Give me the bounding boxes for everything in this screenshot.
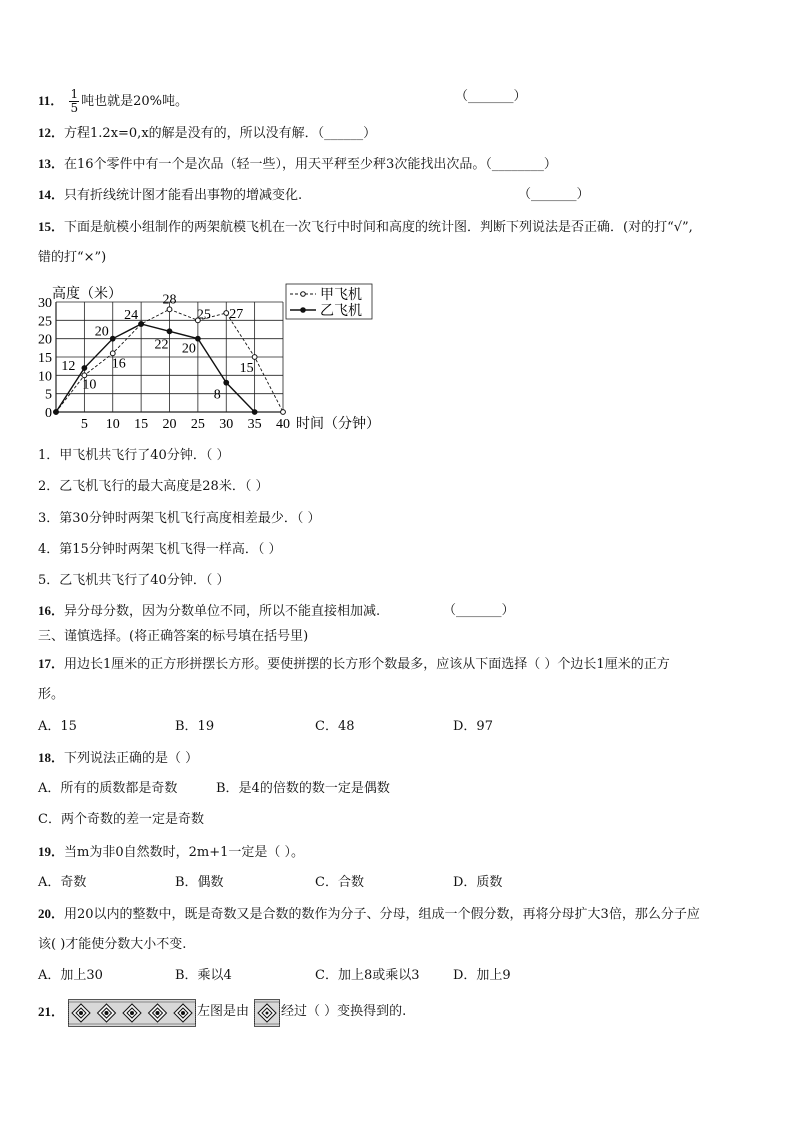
question-text: 下列说法正确的是（ ） [64, 751, 199, 766]
y-tick-label: 30 [38, 296, 52, 311]
option-d[interactable]: D．97 [453, 719, 493, 734]
chart-grid [56, 302, 283, 412]
x-tick-label: 10 [105, 417, 120, 432]
option-a[interactable]: A．所有的质数都是奇数 [38, 781, 178, 796]
data-label: 27 [229, 307, 244, 322]
question-number: 11． [38, 93, 64, 108]
sub-question-1: 1．甲飞机共飞行了40分钟．（ ） [38, 448, 230, 463]
question-11 [38, 88, 188, 115]
question-21 [38, 1003, 64, 1022]
data-label: 25 [196, 307, 211, 323]
question-19 [38, 843, 304, 862]
line-chart [30, 282, 390, 432]
center-dot [80, 1012, 83, 1015]
legend-label: 乙飞机 [320, 304, 362, 319]
answer-blank[interactable]: （_______） [443, 603, 515, 618]
data-label: 28 [162, 292, 177, 308]
option-d[interactable]: D．质数 [453, 875, 503, 890]
question-text: 当m为非0自然数时，2m+1一定是（ ）。 [64, 845, 305, 860]
data-label: 8 [213, 387, 221, 403]
data-point [167, 307, 172, 312]
data-point [110, 336, 115, 341]
legend-label: 甲飞机 [320, 288, 362, 303]
option-c[interactable]: C．48 [315, 719, 355, 734]
data-label: 16 [111, 356, 126, 372]
option-c[interactable]: C．合数 [315, 875, 364, 890]
question-number: 18． [38, 750, 65, 765]
question-20 [38, 905, 700, 924]
option-c[interactable]: C．加上8或乘以3 [315, 968, 420, 983]
data-point [195, 336, 200, 341]
x-tick-label: 30 [219, 417, 234, 432]
data-point [252, 355, 257, 360]
section-heading: 三、谨慎选择。(将正确答案的标号填在括号里) [38, 629, 309, 644]
question-text: 用边长1厘米的正方形拼摆长方形。要使拼摆的长方形个数最多，应该从下面选择（ ）个边长1厘米的正方 [64, 657, 670, 672]
data-label: 10 [82, 377, 97, 393]
x-tick-label: 20 [162, 417, 177, 432]
question-number: 14． [38, 187, 65, 202]
center-dot [156, 1012, 159, 1015]
question-text: 用20以内的整数中，既是奇数又是合数的数作为分子、分母，组成一个假分数，再将分母扩大3倍，那么分子应 [64, 907, 700, 922]
x-tick-label: 40 [276, 417, 290, 432]
fraction-denominator: 5 [70, 101, 79, 115]
question-20-continued: 该( )才能使分数大小不变. [38, 937, 187, 952]
question-number: 13． [38, 156, 65, 171]
question-21-text-a: 左图是由 [197, 1004, 250, 1019]
y-axis-label: 高度（米） [52, 287, 122, 302]
y-tick-label: 25 [38, 314, 52, 330]
sub-question-2: 2．乙飞机飞行的最大高度是28米．（ ） [38, 479, 269, 494]
option-a[interactable]: A．奇数 [38, 875, 87, 890]
data-label: 24 [124, 308, 139, 323]
option-b[interactable]: B．偶数 [175, 875, 224, 890]
question-18 [38, 749, 198, 768]
data-label: 22 [154, 337, 169, 353]
option-c[interactable]: C．两个奇数的差一定是奇数 [38, 812, 204, 827]
question-number: 20． [38, 906, 65, 921]
data-label: 12 [61, 359, 76, 374]
data-label: 20 [181, 341, 196, 357]
center-dot [182, 1012, 185, 1015]
x-tick-label: 5 [80, 417, 88, 432]
answer-blank[interactable]: （_______） [518, 187, 590, 202]
fraction-numerator: 1 [70, 87, 79, 101]
question-16 [38, 602, 380, 621]
data-point [110, 351, 115, 356]
y-tick-label: 0 [45, 406, 52, 421]
data-point [167, 329, 172, 334]
question-17 [38, 655, 670, 674]
option-b[interactable]: B．乘以4 [175, 968, 232, 983]
question-15 [38, 218, 693, 237]
option-b[interactable]: B．19 [175, 719, 215, 734]
question-number: 17． [38, 656, 65, 671]
question-text: 只有折线统计图才能看出事物的增减变化. [64, 188, 303, 203]
sub-question-5: 5．乙飞机共飞行了40分钟．（ ） [38, 573, 230, 588]
question-13 [38, 155, 557, 174]
y-tick-label: 10 [38, 369, 52, 385]
data-point [224, 380, 229, 385]
center-dot [105, 1012, 108, 1015]
legend-marker [301, 292, 306, 297]
center-dot [131, 1012, 134, 1015]
question-17-continued: 形。 [38, 687, 65, 702]
question-number: 19． [38, 844, 65, 859]
data-point [224, 311, 229, 316]
question-14 [38, 186, 302, 205]
question-text: 在16个零件中有一个是次品（轻一些），用天平秤至少秤3次能找出次品。（________） [64, 157, 557, 172]
data-point [252, 410, 257, 415]
chart-legend [286, 284, 372, 319]
sub-question-4: 4．第15分钟时两架飞机飞得一样高．（ ） [38, 542, 282, 557]
x-tick-label: 35 [247, 417, 262, 432]
data-point [82, 366, 87, 371]
option-a[interactable]: A．15 [38, 719, 77, 734]
question-text: 吨也就是20%吨。 [81, 94, 188, 109]
x-tick-label: 25 [190, 417, 205, 432]
y-tick-label: 5 [45, 387, 52, 403]
question-number: 16． [38, 603, 65, 618]
y-tick-label: 15 [38, 351, 52, 366]
data-point [54, 410, 59, 415]
question-number: 21． [38, 1004, 65, 1019]
x-axis-label: 时间（分钟） [296, 417, 380, 432]
question-text: 异分母分数，因为分数单位不同，所以不能直接相加减. [64, 604, 381, 619]
pattern-unit-image [254, 999, 280, 1027]
option-a[interactable]: A．加上30 [38, 968, 103, 983]
data-label: 20 [94, 324, 109, 340]
answer-blank[interactable]: （_______） [455, 89, 527, 104]
sub-question-3: 3．第30分钟时两架飞机飞行高度相差最少．（ ） [38, 511, 321, 526]
question-number: 15． [38, 219, 65, 234]
option-d[interactable]: D．加上9 [453, 968, 511, 983]
data-label: 15 [239, 361, 254, 376]
data-point [281, 410, 286, 415]
question-text: 下面是航模小组制作的两架航模飞机在一次飞行中时间和高度的统计图．判断下列说法是否正确．(对的打“√”, [64, 220, 693, 235]
question-text: 方程1.2x=0,x的解是没有的，所以没有解．（______） [64, 126, 377, 141]
y-tick-label: 20 [38, 332, 52, 348]
legend-marker [301, 308, 306, 313]
data-point [139, 322, 144, 327]
fraction [69, 88, 79, 115]
question-15-continued: 错的打“×”) [38, 250, 107, 265]
pattern-strip-image [68, 999, 196, 1027]
question-21-text-b: 经过（ ）变换得到的. [281, 1004, 407, 1019]
x-tick-label: 15 [134, 417, 149, 432]
question-number: 12． [38, 125, 65, 140]
option-b[interactable]: B．是4的倍数的数一定是偶数 [216, 781, 390, 796]
question-12 [38, 124, 376, 143]
